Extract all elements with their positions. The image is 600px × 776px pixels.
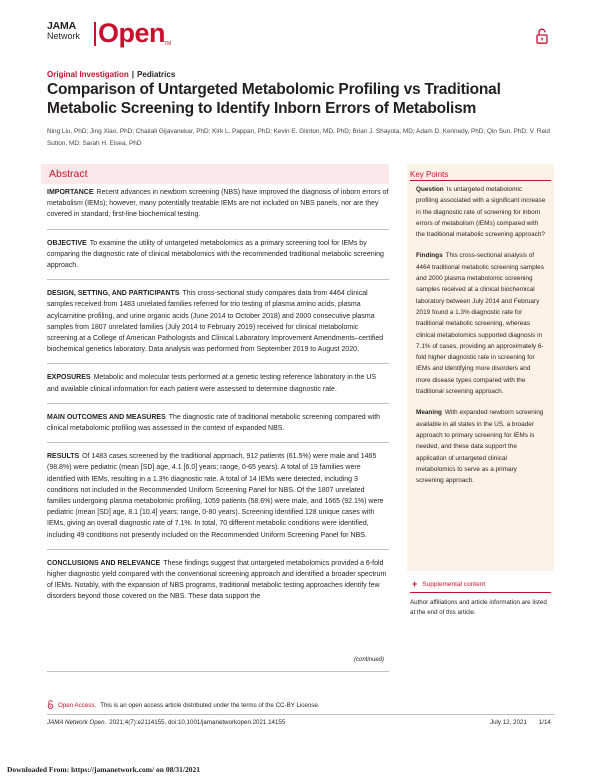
abstract-paragraph-text: Metabolic and molecular tests performed at a genetic testing reference laboratory in the US and available clinical information for each patient were assessed to determine diagnostic rate. bbox=[47, 374, 377, 393]
logo-trademark: TM bbox=[164, 41, 172, 47]
abstract-paragraph-label: OBJECTIVE bbox=[47, 239, 87, 247]
download-note: Downloaded From: https://jamanetwork.com/ on 08/31/2021 bbox=[7, 765, 200, 774]
abstract-paragraph-label: IMPORTANCE bbox=[47, 189, 94, 196]
article-topic: Pediatrics bbox=[137, 70, 176, 79]
abstract-paragraph-label: EXPOSURES bbox=[47, 374, 91, 382]
logo-divider bbox=[94, 22, 96, 46]
logo-open-text: Open bbox=[98, 18, 166, 48]
key-points-rule bbox=[410, 180, 551, 181]
abstract-paragraph-label: RESULTS bbox=[47, 453, 80, 461]
article-type-label: Original Investigation bbox=[47, 70, 129, 79]
abstract-paragraph-text: These findings suggest that untargeted metabolomics provided a 6-fold higher diagnostic yield compared with the conventional screening approach and identified a broader spectrum of IEMs. Notably, with the expansion of NBS programs, traditional metabolic testing approaches identify few disorders beyond those covered on the NBS. These data support the bbox=[47, 559, 387, 601]
abstract-paragraph-label: DESIGN, SETTING, AND PARTICIPANTS bbox=[47, 290, 180, 298]
article-type bbox=[47, 70, 175, 79]
key-point bbox=[416, 407, 546, 486]
abstract-paragraph-label: MAIN OUTCOMES AND MEASURES bbox=[47, 413, 166, 421]
key-points-heading: Key Points bbox=[410, 170, 449, 179]
logo-network-text: Network bbox=[47, 31, 81, 41]
key-point bbox=[416, 250, 546, 397]
abstract-paragraph bbox=[47, 372, 389, 403]
footer-date: July 12, 2021 bbox=[490, 719, 527, 726]
abstract-body bbox=[47, 187, 389, 603]
open-lock-icon bbox=[536, 28, 548, 44]
abstract-paragraph-text: This cross-sectional study compares data from 4464 clinical samples received from 1483 unrelated families referred for trio testing of plasma amino acids, plasma acylcarnitine profiling, and urine organic acids (June 2014 to October 2018) and 2000 consecutive plasma samples from 1807 unrelated families (July 2014 to February 2019) received for clinical metabolomic screening at a College of American Pathologists and Clinical Laboratory Improvement Amendments–certified biochemical genetics laboratory. Data analysis was performed from September 2019 to August 2020. bbox=[47, 290, 384, 354]
logo-jama-text: JAMA bbox=[47, 20, 76, 32]
footer-date-page bbox=[490, 719, 551, 726]
footer-citation bbox=[47, 719, 285, 726]
open-access-icon bbox=[47, 700, 54, 709]
abstract-paragraph bbox=[47, 558, 389, 603]
abstract-paragraph-text: Recent advances in newborn screening (NBS) have improved the diagnosis of inborn errors of metabolism (IEMs); however, many potentially treatable IEMs are not included on NBS panels, nor are they covered in standard, first-line biochemical testing. bbox=[47, 189, 389, 219]
open-access-text: This is an open access article distributed under the terms of the CC-BY License. bbox=[100, 702, 320, 709]
open-access-label[interactable]: Open Access. bbox=[58, 702, 97, 709]
abstract-heading: Abstract bbox=[49, 168, 88, 180]
key-point-label: Question bbox=[416, 186, 444, 193]
key-point-text: With expanded newborn screening available in all states in the US, a broader approach to primary screening for IEMs is needed, and these data support the application of untargeted clinical metabolomics to serve as a primary screening approach. bbox=[416, 409, 544, 485]
abstract-paragraph-text: Of 1483 cases screened by the traditional approach, 912 patients (61.5%) were male and 1465 (98.8%) were pediatric (mean [SD] age, 4.1 [6.0] years; range, 0-65 years). A total of 19 families were identified with IEMs, resulting in a 1.3% diagnostic rate. A total of 14 IEMs were detected, including 3 conditions not included in the Recommended Uniform Screening Panel for NBS. Of the 1807 unrelated families undergoing plasma metabolomic profiling, 1059 patients (58.6%) were male, and 1665 (92.1%) were pediatric (mean [SD] age, 8.1 [10.4] years; range, 0-80 years). Screening identified 128 unique cases with IEMs, giving an overall diagnostic rate of 7.1%. In total, 70 different metabolic conditions were identified, including 49 conditions not presently included on the Recommended Uniform Screening Panel for NBS. bbox=[47, 453, 384, 539]
abstract-paragraph bbox=[47, 238, 389, 281]
supplemental-rule bbox=[410, 592, 551, 593]
article-type-separator: | bbox=[131, 70, 135, 79]
abstract-paragraph bbox=[47, 288, 389, 364]
key-point-label: Meaning bbox=[416, 409, 442, 417]
continued-note: (continued) bbox=[354, 657, 385, 663]
abstract-paragraph bbox=[47, 451, 389, 550]
footer-journal: JAMA Network Open. bbox=[47, 719, 107, 726]
author-list: Ning Liu, PhD; Jing Xiao, PhD; Chaitali Gijavanekar, PhD; Kirk L. Pappan, PhD; Kevin E. Glinton, MD, PhD; Brian J. Shayota, MD; Adam D. Kennedy, PhD; Qin Sun, PhD; V. Reid Sutton, MD; Sarah H. Elsea, PhD bbox=[47, 128, 550, 147]
key-point-text: Is untargeted metabolomic profiling associated with a significant increase in the diagnostic rate of screening for inborn errors of metabolism (IEMs) compared with the traditional metabolic screening approach? bbox=[416, 186, 546, 239]
key-points-body bbox=[416, 184, 546, 496]
article-title: Comparison of Untargeted Metabolomic Profiling vs Traditional Metabolic Screening to Identify Inborn Errors of Metabolism bbox=[47, 81, 501, 117]
supplemental-content-link[interactable] bbox=[412, 579, 485, 589]
supplemental-content-label: Supplemental content bbox=[422, 581, 486, 588]
open-access-line bbox=[47, 700, 320, 709]
key-point bbox=[416, 184, 546, 240]
abstract-heading-band bbox=[41, 164, 389, 184]
abstract-paragraph-label: CONCLUSIONS AND RELEVANCE bbox=[47, 559, 161, 567]
abstract-paragraph-text: To examine the utility of untargeted metabolomics as a primary screening tool for IEMs by comparing the diagnostic rate of clinical metabolomics with the recommended traditional metabolic screening approach. bbox=[47, 239, 384, 270]
abstract-paragraph-text: The diagnostic rate of traditional metabolic screening compared with clinical metabolomic profiling was assessed in the context of expanded NBS. bbox=[47, 413, 381, 433]
footer-citation-text: 2021;4(7):e2114155. doi:10.1001/jamanetworkopen.2021.14155 bbox=[109, 719, 286, 726]
abstract-bottom-rule bbox=[47, 671, 389, 672]
abstract-paragraph bbox=[47, 412, 389, 443]
abstract-paragraph bbox=[47, 187, 389, 230]
plus-icon: + bbox=[412, 579, 418, 589]
footer-rule bbox=[47, 714, 555, 715]
key-point-text: This cross-sectional analysis of 4464 traditional metabolic screening samples and 2000 plasma metabolomic screening samples received at a clinical biochemical laboratory between July 2014 and February 2019 found a 1.3% diagnostic rate for traditional metabolic screening, whereas clinical metabolomics supported diagnosis in 7.1% of cases, providing an approximately 6-fold higher diagnostic rate in screening for IEMs and identifying more disorders and more disease types compared with the traditional screening approach. bbox=[416, 252, 544, 396]
page-number: 1/14 bbox=[538, 719, 551, 726]
key-point-label: Findings bbox=[416, 252, 443, 260]
affiliations-note: Author affiliations and article information are listed at the end of this article. bbox=[410, 599, 547, 616]
